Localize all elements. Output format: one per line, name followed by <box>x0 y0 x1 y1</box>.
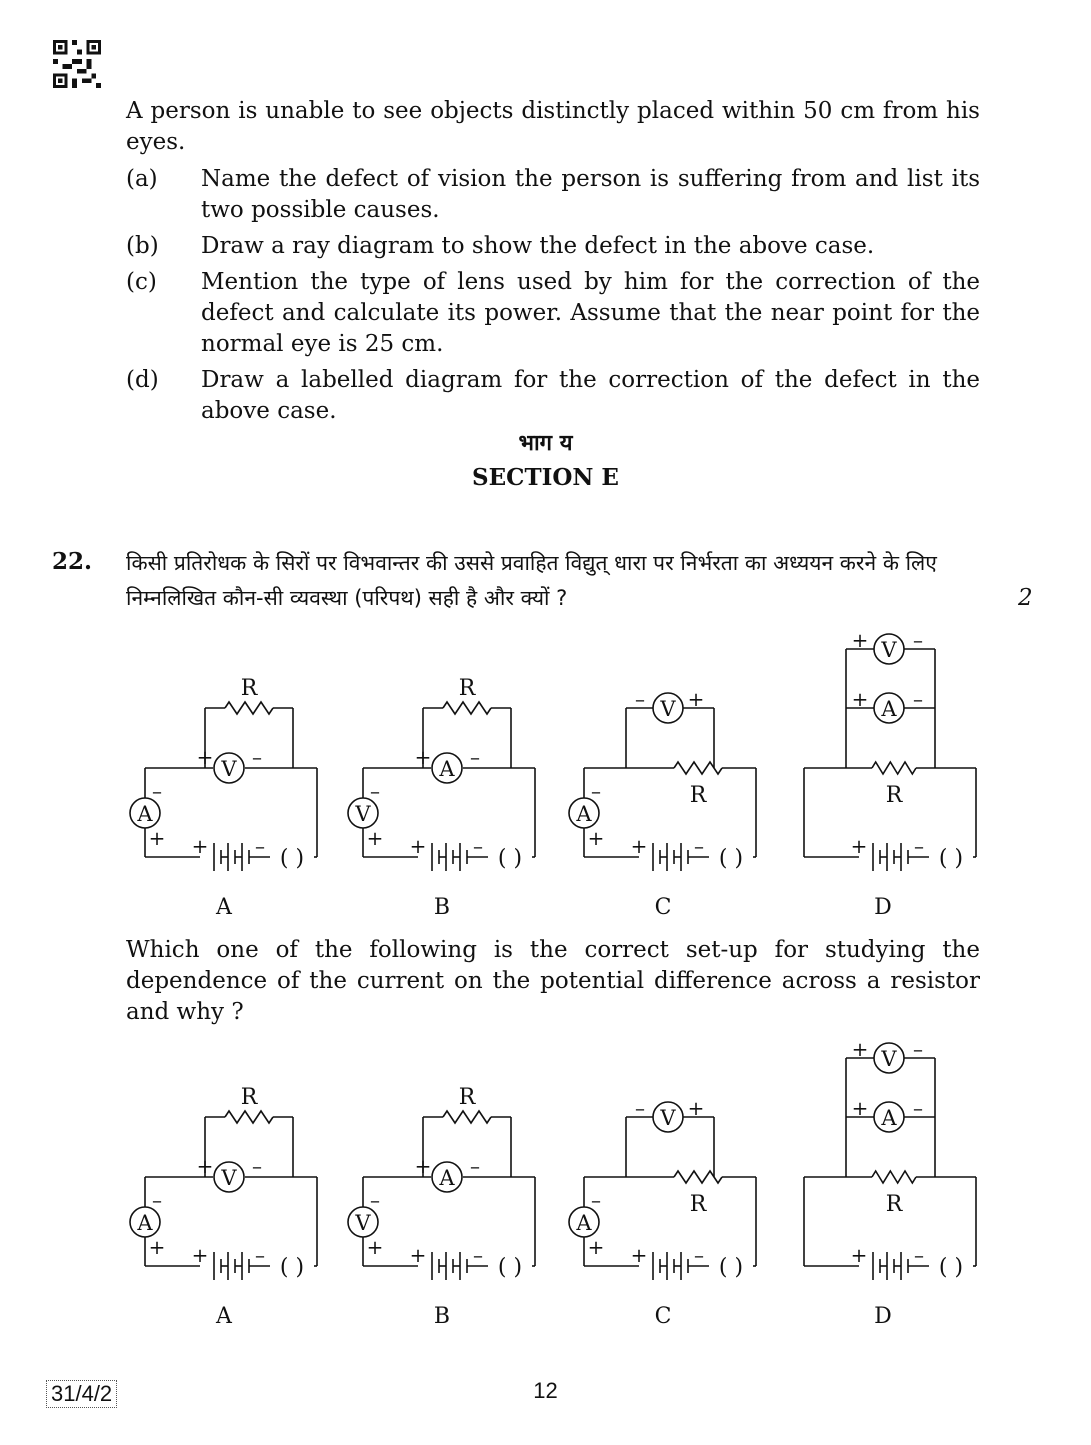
plug-key: ( ) <box>497 1255 523 1280</box>
meter-plus-sign: + <box>851 1096 869 1120</box>
meter-plus-sign: + <box>851 687 869 711</box>
resistor-label: R <box>689 1192 707 1217</box>
meter-minus-sign: – <box>152 1188 162 1212</box>
ammeter-symbol: A <box>137 802 153 826</box>
battery-plus-sign: + <box>850 1243 868 1267</box>
paper-code: 31/4/2 <box>46 1380 117 1408</box>
meter-plus-sign: + <box>587 1235 605 1259</box>
meter-plus-sign: + <box>366 1235 384 1259</box>
resistor-label: R <box>240 1085 258 1110</box>
plug-key: ( ) <box>279 1255 305 1280</box>
ammeter-symbol: A <box>881 1106 897 1130</box>
resistor-symbol <box>443 1111 491 1123</box>
section-heading-hindi: भाग य <box>518 431 573 456</box>
resistor-label: R <box>240 676 258 701</box>
section-heading: SECTION E <box>472 464 619 491</box>
option-label: D <box>874 1304 892 1329</box>
battery-minus-sign: – <box>473 1243 483 1267</box>
battery-plus-sign: + <box>850 834 868 858</box>
question-text-english: Which one of the following is the correct set-up for studying the dependence of the current on the potential difference across a resistor and why ? <box>126 937 980 1025</box>
ammeter-symbol: A <box>576 802 592 826</box>
battery-minus-sign: – <box>914 1243 924 1267</box>
part-label: (a) <box>126 166 158 192</box>
ammeter-symbol: A <box>439 757 455 781</box>
part-text: Mention the type of lens used by him for the correction of the defect and calculate its power. Assume that the near point for the normal eye is 25 cm. <box>201 269 980 357</box>
battery-plus-sign: + <box>409 1243 427 1267</box>
voltmeter-symbol: V <box>660 1106 676 1130</box>
part-label: (d) <box>126 367 159 393</box>
plug-key: ( ) <box>938 1255 964 1280</box>
battery-minus-sign: – <box>694 1243 704 1267</box>
meter-minus-sign: – <box>470 1154 480 1178</box>
voltmeter-symbol: V <box>660 697 676 721</box>
voltmeter-symbol: V <box>355 1211 371 1235</box>
resistor-label: R <box>458 676 476 701</box>
resistor-symbol <box>225 702 273 714</box>
meter-plus-sign: + <box>687 1096 705 1120</box>
meter-plus-sign: + <box>851 1037 869 1061</box>
option-label: C <box>654 895 672 920</box>
question-marks: 2 <box>1018 585 1033 611</box>
ammeter-symbol: A <box>576 1211 592 1235</box>
meter-plus-sign: + <box>196 745 214 769</box>
battery-plus-sign: + <box>191 834 209 858</box>
battery-plus-sign: + <box>409 834 427 858</box>
option-label: C <box>654 1304 672 1329</box>
meter-minus-sign: – <box>591 1188 601 1212</box>
ammeter-symbol: A <box>881 697 897 721</box>
resistor-label: R <box>458 1085 476 1110</box>
resistor-label: R <box>885 1192 903 1217</box>
option-label: B <box>433 895 451 920</box>
resistor-symbol <box>225 1111 273 1123</box>
meter-minus-sign: – <box>252 1154 262 1178</box>
part-text: Draw a ray diagram to show the defect in the above case. <box>201 233 875 259</box>
meter-plus-sign: + <box>148 1235 166 1259</box>
battery-plus-sign: + <box>630 1243 648 1267</box>
battery-plus-sign: + <box>191 1243 209 1267</box>
battery-minus-sign: – <box>255 834 265 858</box>
voltmeter-symbol: V <box>221 1166 237 1190</box>
option-label: D <box>874 895 892 920</box>
resistor-label: R <box>885 783 903 808</box>
part-label: (c) <box>126 269 157 295</box>
meter-minus-sign: – <box>913 687 923 711</box>
ammeter-symbol: A <box>137 1211 153 1235</box>
meter-minus-sign: – <box>635 687 645 711</box>
battery-minus-sign: – <box>473 834 483 858</box>
option-label: B <box>433 1304 451 1329</box>
meter-minus-sign: – <box>913 1096 923 1120</box>
question-number: 22. <box>52 548 93 575</box>
meter-minus-sign: – <box>635 1096 645 1120</box>
meter-minus-sign: – <box>470 745 480 769</box>
intro-paragraph: A person is unable to see objects distinctly placed within 50 cm from his eyes. <box>126 98 980 155</box>
meter-plus-sign: + <box>196 1154 214 1178</box>
option-label: A <box>216 895 232 920</box>
meter-minus-sign: – <box>252 745 262 769</box>
plug-key: ( ) <box>279 846 305 871</box>
battery-minus-sign: – <box>255 1243 265 1267</box>
meter-minus-sign: – <box>370 1188 380 1212</box>
plug-key: ( ) <box>718 1255 744 1280</box>
plug-key: ( ) <box>497 846 523 871</box>
meter-minus-sign: – <box>370 779 380 803</box>
resistor-symbol <box>443 702 491 714</box>
part-text: Name the defect of vision the person is suffering from and list its two possible causes. <box>201 166 980 223</box>
voltmeter-symbol: V <box>881 1047 897 1071</box>
part-text: Draw a labelled diagram for the correction of the defect in the above case. <box>201 367 980 424</box>
ammeter-symbol: A <box>439 1166 455 1190</box>
option-label: A <box>216 1304 232 1329</box>
voltmeter-symbol: V <box>881 638 897 662</box>
voltmeter-symbol: V <box>221 757 237 781</box>
page-number: 12 <box>533 1378 558 1403</box>
meter-plus-sign: + <box>414 745 432 769</box>
meter-plus-sign: + <box>587 826 605 850</box>
resistor-symbol <box>872 1171 916 1183</box>
part-label: (b) <box>126 233 159 259</box>
meter-minus-sign: – <box>591 779 601 803</box>
plug-key: ( ) <box>718 846 744 871</box>
battery-minus-sign: – <box>914 834 924 858</box>
meter-minus-sign: – <box>913 1037 923 1061</box>
meter-plus-sign: + <box>687 687 705 711</box>
meter-plus-sign: + <box>366 826 384 850</box>
meter-minus-sign: – <box>152 779 162 803</box>
resistor-symbol <box>872 762 916 774</box>
meter-plus-sign: + <box>851 628 869 652</box>
resistor-label: R <box>689 783 707 808</box>
meter-plus-sign: + <box>414 1154 432 1178</box>
battery-minus-sign: – <box>694 834 704 858</box>
meter-minus-sign: – <box>913 628 923 652</box>
plug-key: ( ) <box>938 846 964 871</box>
question-text-hindi: किसी प्रतिरोधक के सिरों पर विभवान्तर की उससे प्रवाहित विद्युत् धारा पर निर्भरता का अध्ययन करने के लिए निम्नलिखित कौन-सी व्यवस्था (परिपथ) सही है और क्यों ? <box>126 551 937 610</box>
voltmeter-symbol: V <box>355 802 371 826</box>
meter-plus-sign: + <box>148 826 166 850</box>
battery-plus-sign: + <box>630 834 648 858</box>
